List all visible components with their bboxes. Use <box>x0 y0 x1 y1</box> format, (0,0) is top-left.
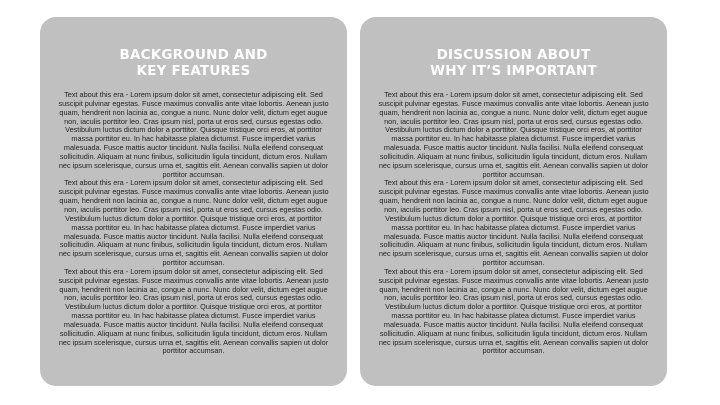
card-body <box>54 91 333 356</box>
card-title <box>374 47 653 79</box>
card-background-features <box>40 17 347 386</box>
body-paragraph: Text about this era - Lorem ipsum dolor sit amet, consectetur adipiscing elit. Sed suscipit pulvinar egestas. Fusce maximus convallis ante vitae lobortis. Aenean justo quam, hendrerit non lacinia ac, congue a nunc. Nunc dolor velit, dictum eget augue non, iaculis porttitor leo. Cras ipsum nisl, porta ut eros sed, cursus egestas odio. Vestibulum luctus dictum dolor a porttitor. Quisque tristique orci eros, at porttitor massa porttitor eu. In hac habitasse platea dictumst. Fusce imperdiet varius malesuada. Fusce mattis auctor tincidunt. Nulla facilisi. Nulla eleifend consequat sollicitudin. Aliquam at nunc finibus, sollicitudin ligula tincidunt, dictum eros. Nullam nec ipsum scelerisque, cursus urna et, sagittis elit. Aenean convallis sapien ut dolor porttitor accumsan. <box>378 90 649 179</box>
card-title <box>54 47 333 79</box>
body-paragraph: Text about this era - Lorem ipsum dolor sit amet, consectetur adipiscing elit. Sed suscipit pulvinar egestas. Fusce maximus convallis ante vitae lobortis. Aenean justo quam, hendrerit non lacinia ac, congue a nunc. Nunc dolor velit, dictum eget augue non, iaculis porttitor leo. Cras ipsum nisl, porta ut eros sed, cursus egestas odio. Vestibulum luctus dictum dolor a porttitor. Quisque tristique orci eros, at porttitor massa porttitor eu. In hac habitasse platea dictumst. Fusce imperdiet varius malesuada. Fusce mattis auctor tincidunt. Nulla facilisi. Nulla eleifend consequat sollicitudin. Aliquam at nunc finibus, sollicitudin ligula tincidunt, dictum eros. Nullam nec ipsum scelerisque, cursus urna et, sagittis elit. Aenean convallis sapien ut dolor porttitor accumsan. <box>378 266 649 356</box>
body-paragraph: Text about this era - Lorem ipsum dolor sit amet, consectetur adipiscing elit. Sed suscipit pulvinar egestas. Fusce maximus convallis ante vitae lobortis. Aenean justo quam, hendrerit non lacinia ac, congue a nunc. Nunc dolor velit, dictum eget augue non, iaculis porttitor leo. Cras ipsum nisl, porta ut eros sed, cursus egestas odio. Vestibulum luctus dictum dolor a porttitor. Quisque tristique orci eros, at porttitor massa porttitor eu. In hac habitasse platea dictumst. Fusce imperdiet varius malesuada. Fusce mattis auctor tincidunt. Nulla facilisi. Nulla eleifend consequat sollicitudin. Aliquam at nunc finibus, sollicitudin ligula tincidunt, dictum eros. Nullam nec ipsum scelerisque, cursus urna et, sagittis elit. Aenean convallis sapien ut dolor porttitor accumsan. <box>58 90 329 179</box>
body-paragraph: Text about this era - Lorem ipsum dolor sit amet, consectetur adipiscing elit. Sed suscipit pulvinar egestas. Fusce maximus convallis ante vitae lobortis. Aenean justo quam, hendrerit non lacinia ac, congue a nunc. Nunc dolor velit, dictum eget augue non, iaculis porttitor leo. Cras ipsum nisl, porta ut eros sed, cursus egestas odio. Vestibulum luctus dictum dolor a porttitor. Quisque tristique orci eros, at porttitor massa porttitor eu. In hac habitasse platea dictumst. Fusce imperdiet varius malesuada. Fusce mattis auctor tincidunt. Nulla facilisi. Nulla eleifend consequat sollicitudin. Aliquam at nunc finibus, sollicitudin ligula tincidunt, dictum eros. Nullam nec ipsum scelerisque, cursus urna et, sagittis elit. Aenean convallis sapien ut dolor porttitor accumsan. <box>58 266 329 356</box>
card-title-line: KEY FEATURES <box>136 63 251 79</box>
body-paragraph: Text about this era - Lorem ipsum dolor sit amet, consectetur adipiscing elit. Sed suscipit pulvinar egestas. Fusce maximus convallis ante vitae lobortis. Aenean justo quam, hendrerit non lacinia ac, congue a nunc. Nunc dolor velit, dictum eget augue non, iaculis porttitor leo. Cras ipsum nisl, porta ut eros sed, cursus egestas odio. Vestibulum luctus dictum dolor a porttitor. Quisque tristique orci eros, at porttitor massa porttitor eu. In hac habitasse platea dictumst. Fusce imperdiet varius malesuada. Fusce mattis auctor tincidunt. Nulla facilisi. Nulla eleifend consequat sollicitudin. Aliquam at nunc finibus, sollicitudin ligula tincidunt, dictum eros. Nullam nec ipsum scelerisque, cursus urna et, sagittis elit. Aenean convallis sapien ut dolor porttitor accumsan. <box>58 178 329 268</box>
card-title-line: BACKGROUND AND <box>119 47 268 63</box>
card-discussion-importance <box>360 17 667 386</box>
card-title-line: WHY IT’S IMPORTANT <box>430 63 597 79</box>
body-paragraph: Text about this era - Lorem ipsum dolor sit amet, consectetur adipiscing elit. Sed suscipit pulvinar egestas. Fusce maximus convallis ante vitae lobortis. Aenean justo quam, hendrerit non lacinia ac, congue a nunc. Nunc dolor velit, dictum eget augue non, iaculis porttitor leo. Cras ipsum nisl, porta ut eros sed, cursus egestas odio. Vestibulum luctus dictum dolor a porttitor. Quisque tristique orci eros, at porttitor massa porttitor eu. In hac habitasse platea dictumst. Fusce imperdiet varius malesuada. Fusce mattis auctor tincidunt. Nulla facilisi. Nulla eleifend consequat sollicitudin. Aliquam at nunc finibus, sollicitudin ligula tincidunt, dictum eros. Nullam nec ipsum scelerisque, cursus urna et, sagittis elit. Aenean convallis sapien ut dolor porttitor accumsan. <box>378 178 649 268</box>
card-title-line: DISCUSSION ABOUT <box>436 47 591 63</box>
card-body <box>374 91 653 356</box>
